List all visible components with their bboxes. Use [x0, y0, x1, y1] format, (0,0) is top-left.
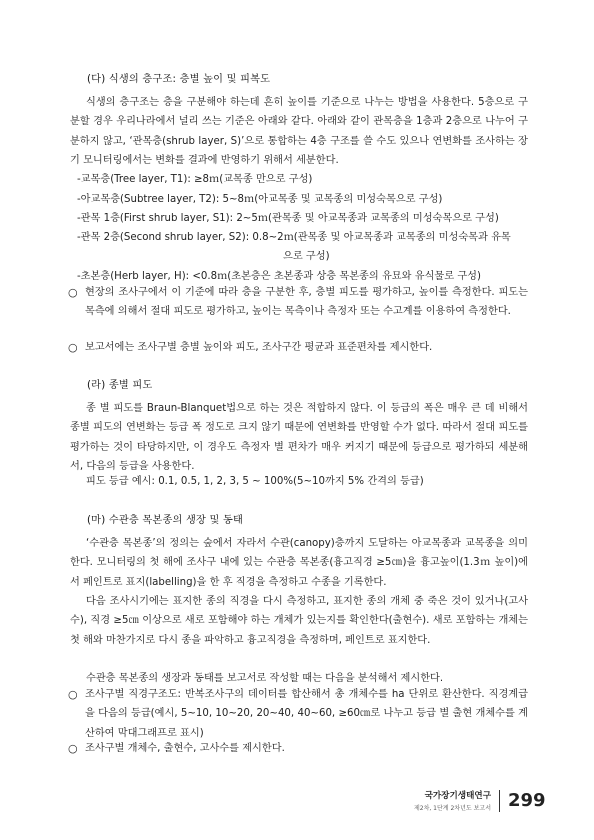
section-da-bullet-2: [68, 338, 528, 357]
bullet-circle-icon: ○: [68, 688, 78, 701]
bullet-circle-icon: ○: [68, 341, 78, 354]
bullet-text: 보고서에는 조사구별 층별 높이와 피도, 조사구간 평균과 표준편차를 제시한다.: [85, 342, 433, 353]
section-ma-heading: (마) 수관층 목본종의 생장 및 동태: [87, 515, 244, 526]
section-ma-paragraph-1: ‘수관층 목본종’의 정의는 숲에서 자라서 수관(canopy)층까지 도달하는 아교목종과 교목종을 의미한다. 모니터링의 첫 해에 조사구 내에 있는 수관층 목본종(흉고직경 ≥5㎝)을 흉고높이(1.3ｍ 높이)에서 페인트로 표지(labelling)을 한 후 직경을 측정하고 수종을 기록한다.: [70, 538, 528, 588]
section-ra-paragraph: 종 별 피도를 Braun-Blanquet법으로 하는 것은 적합하지 않다. 이 등급의 폭은 매우 큰 데 비해서 종별 피도의 연변화는 등급 폭 정도로 크지 않기 때문에 연변화를 반영할 수가 없다. 따라서 절대 피도를 평가하는 것이 타당하지만, 이 경우도 측정자 별 편차가 매우 커지기 때문에 등급으로 평가하되 세분해서, 다음의 등급을 사용한다.: [70, 403, 528, 473]
footer-subtitle: 제2차, 1단계 2차년도 보고서: [413, 805, 491, 812]
bullet-text: 현장의 조사구에서 이 기준에 따라 층을 구분한 후, 층별 피도를 평가하고, 높이를 측정한다. 피도는 목측에 의해서 절대 피도로 평가하고, 높이는 목측이나 측정자 또는 수고계를 이용하여 측정한다.: [85, 287, 528, 318]
bullet-text: 조사구별 개체수, 출현수, 고사수를 제시한다.: [85, 743, 285, 754]
section-da-heading: (다) 식생의 층구조: 층별 높이 및 피복도: [87, 74, 271, 85]
bullet-circle-icon: ○: [68, 742, 78, 755]
footer-divider: [499, 790, 500, 812]
footer-title: 국가장기생태연구: [424, 791, 491, 801]
section-ra-example: 피도 등급 예시: 0.1, 0.5, 1, 2, 3, 5 ~ 100%(5~10까지 5% 간격의 등급): [86, 476, 424, 487]
layer-herb: -초본층(Herb layer, H): <0.8ｍ(초본층은 초본종과 상층 목본종의 유묘와 유식물로 구성): [77, 271, 481, 282]
section-ma-bullet-1: [68, 685, 528, 743]
bullet-text: 조사구별 직경구조도: 반복조사구의 데이터를 합산해서 총 개체수를 ha 단위로 환산한다. 직경계급을 다음의 등급(예시, 5~10, 10~20, 20~40, 40~60, ≥60㎝로 나누고 등급 별 출현 개체수를 계산하여 막대그래프로 표시): [85, 689, 528, 739]
section-ma-bullet-2: [68, 739, 528, 758]
layer-shrub-1: -관목 1층(First shrub layer, S1): 2~5ｍ(관목종 및 아교목종과 교목종의 미성숙목으로 구성): [77, 213, 499, 224]
layer-shrub-2-cont: 으로 구성): [283, 251, 330, 262]
layer-tree: -교목층(Tree layer, T1): ≥8ｍ(교목종 만으로 구성): [77, 174, 313, 185]
page-number: 299: [508, 790, 546, 811]
section-da-paragraph: 식생의 층구조는 층을 구분해야 하는데 흔히 높이를 기준으로 나누는 방법을 사용한다. 5층으로 구분할 경우 우리나라에서 널리 쓰는 기준은 아래와 같다. 아래와 같이 관목층을 1층과 2층으로 나누어 구분하지 않고, ‘관목층(shrub layer, S)’으로 통합하는 4층 구조를 쓸 수도 있으나 연변화를 조사하는 장기 모니터링에서는 변화를 결과에 반영하기 위해서 세분한다.: [70, 97, 528, 167]
layer-shrub-2: -관목 2층(Second shrub layer, S2): 0.8~2ｍ(관목종 및 아교목종과 교목종의 미성숙목과 유목: [77, 232, 511, 243]
section-da-bullet-1: [68, 283, 528, 322]
layer-subtree: -아교목층(Subtree layer, T2): 5~8ｍ(아교목종 및 교목종의 미성숙목으로 구성): [77, 194, 443, 205]
section-ra-heading: (라) 종별 피도: [87, 380, 153, 391]
bullet-circle-icon: ○: [68, 286, 78, 299]
section-ma-paragraph-3: 수관층 목본종의 생장과 동태를 보고서로 작성할 때는 다음을 분석해서 제시한다.: [86, 673, 444, 684]
section-ma-paragraph-2: 다음 조사시기에는 표지한 종의 직경을 다시 측정하고, 표지한 종의 개체 중 죽은 것이 있거나(고사수), 직경 ≥5㎝ 이상으로 새로 포함해야 하는 개체가 있는지를 확인한다(출현수). 새로 포함하는 개체는 첫 해와 마찬가지로 다시 종을 파악하고 흉고직경을 측정하며, 페인트로 표지한다.: [70, 596, 528, 646]
